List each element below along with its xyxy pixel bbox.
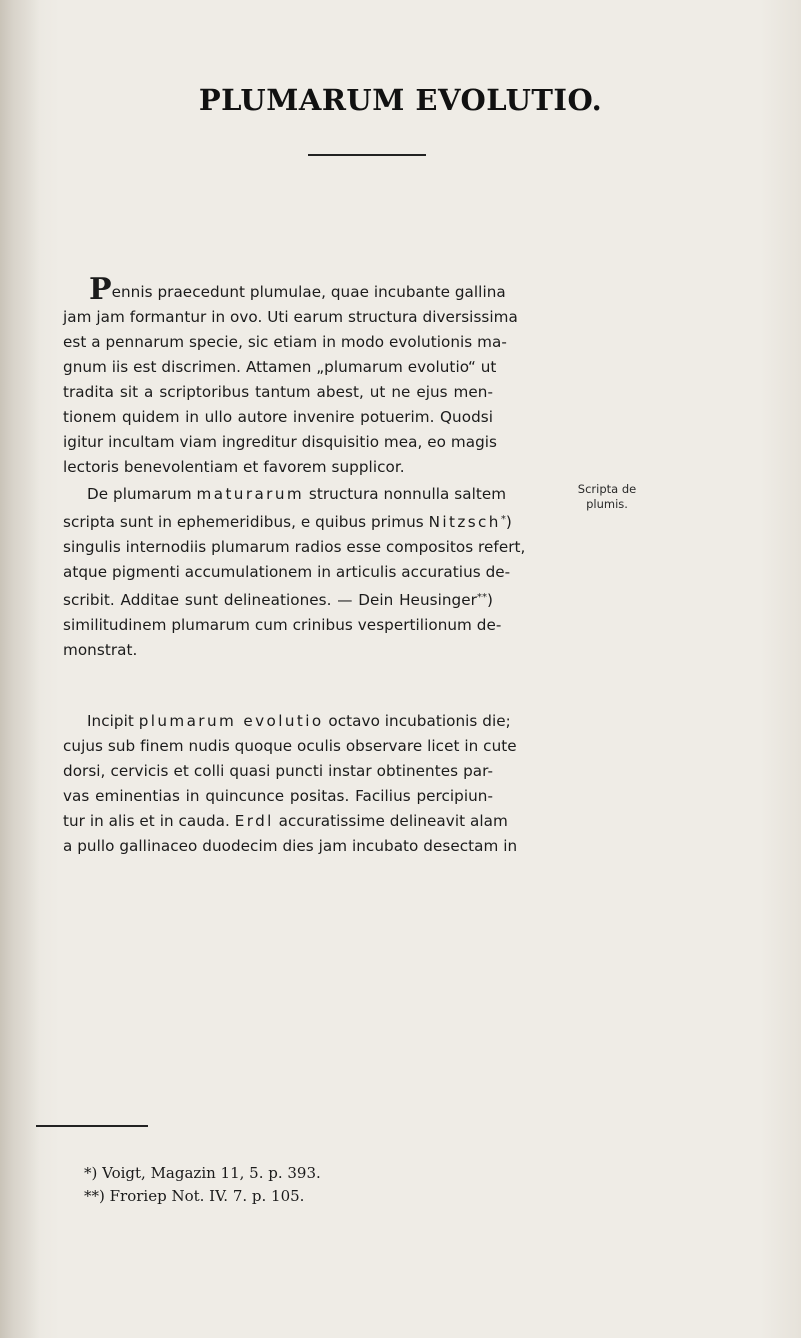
page-binding-edge bbox=[0, 0, 40, 1338]
margin-note-line-1: Scripta de bbox=[577, 482, 637, 496]
paragraph-2-line-5 bbox=[63, 585, 493, 613]
text: ) bbox=[487, 591, 493, 609]
paragraph-3-line-2: cujus sub finem nudis quoque oculis observare licet in cute bbox=[63, 737, 517, 755]
emphasis-text: plumarum evolutio bbox=[138, 712, 324, 730]
text: De plumarum bbox=[87, 485, 197, 503]
text: structura nonnulla saltem bbox=[304, 485, 507, 503]
paragraph-1 bbox=[63, 272, 518, 480]
paragraph-1-line-7: igitur incultam viam ingreditur disquisitio mea, eo magis bbox=[63, 433, 498, 451]
paragraph-1-line-4: gnum iis est discrimen. Attamen „plumarum evolutio“ ut bbox=[63, 358, 497, 376]
text: ) bbox=[505, 513, 512, 531]
footnotes bbox=[84, 1162, 564, 1208]
emphasis-text: Nitzsch bbox=[428, 513, 501, 531]
text: scripta sunt in ephemeridibus, e quibus primus bbox=[63, 513, 429, 531]
paragraph-2-line-1 bbox=[63, 482, 507, 507]
paragraph-1-line-6: tionem quidem in ullo autore invenire potuerim. Quodsi bbox=[63, 408, 493, 426]
page-title: PLUMARUM EVOLUTIO. bbox=[198, 83, 603, 117]
emphasis-text: Erdl bbox=[234, 812, 274, 830]
paragraph-2-line-2 bbox=[63, 507, 512, 535]
paragraph-1-line-2: jam jam formantur in ovo. Uti earum structura diversissima bbox=[63, 308, 518, 326]
text: Incipit bbox=[87, 712, 139, 730]
text: octavo incubationis die; bbox=[323, 712, 511, 730]
footnote-rule bbox=[36, 1125, 148, 1127]
text: tur in alis et in cauda. bbox=[63, 812, 235, 830]
margin-note-line-2: plumis. bbox=[586, 497, 628, 511]
paragraph-3-line-4: vas eminentias in quincunce positas. Facilius percipiun- bbox=[63, 787, 493, 805]
footnote-2: **) Froriep Not. IV. 7. p. 105. bbox=[84, 1187, 305, 1205]
paragraph-3-line-5 bbox=[63, 809, 508, 834]
text: accuratissime delineavit alam bbox=[273, 812, 508, 830]
text: scribit. Additae sunt delineationes. — Dein Heusinger bbox=[63, 591, 477, 609]
paragraph-3-line-3: dorsi, cervicis et colli quasi puncti instar obtinentes par- bbox=[63, 762, 493, 780]
footnote-marker: * bbox=[500, 514, 506, 525]
paragraph-3-line-6: a pullo gallinaceo duodecim dies jam incubato desectam in bbox=[63, 837, 518, 855]
footnote-1: *) Voigt, Magazin 11, 5. p. 393. bbox=[84, 1164, 321, 1182]
paragraph-1-line-5: tradita sit a scriptoribus tantum abest, ut ne ejus men- bbox=[63, 383, 493, 401]
paragraph-2-line-6: similitudinem plumarum cum crinibus vespertilionum de- bbox=[63, 616, 502, 634]
paragraph-2-line-3: singulis internodiis plumarum radios esse compositos refert, bbox=[63, 538, 526, 556]
paragraph-3 bbox=[63, 709, 518, 859]
title-rule bbox=[308, 154, 426, 156]
paragraph-2 bbox=[63, 482, 526, 663]
paragraph-3-line-1 bbox=[63, 709, 511, 734]
margin-note bbox=[567, 482, 647, 512]
paragraph-1-line-1 bbox=[63, 272, 506, 307]
emphasis-text: maturarum bbox=[196, 485, 305, 503]
paragraph-2-line-4: atque pigmenti accumulationem in articulis accuratius de- bbox=[63, 563, 511, 581]
text: ennis praecedunt plumulae, quae incubante gallina bbox=[111, 283, 506, 301]
footnote-marker: ** bbox=[476, 592, 488, 603]
drop-cap: P bbox=[89, 272, 112, 307]
paragraph-1-line-8: lectoris benevolentiam et favorem supplicor. bbox=[63, 458, 405, 476]
paragraph-2-line-7: monstrat. bbox=[63, 641, 138, 659]
paragraph-1-line-3: est a pennarum specie, sic etiam in modo evolutionis ma- bbox=[63, 333, 507, 351]
